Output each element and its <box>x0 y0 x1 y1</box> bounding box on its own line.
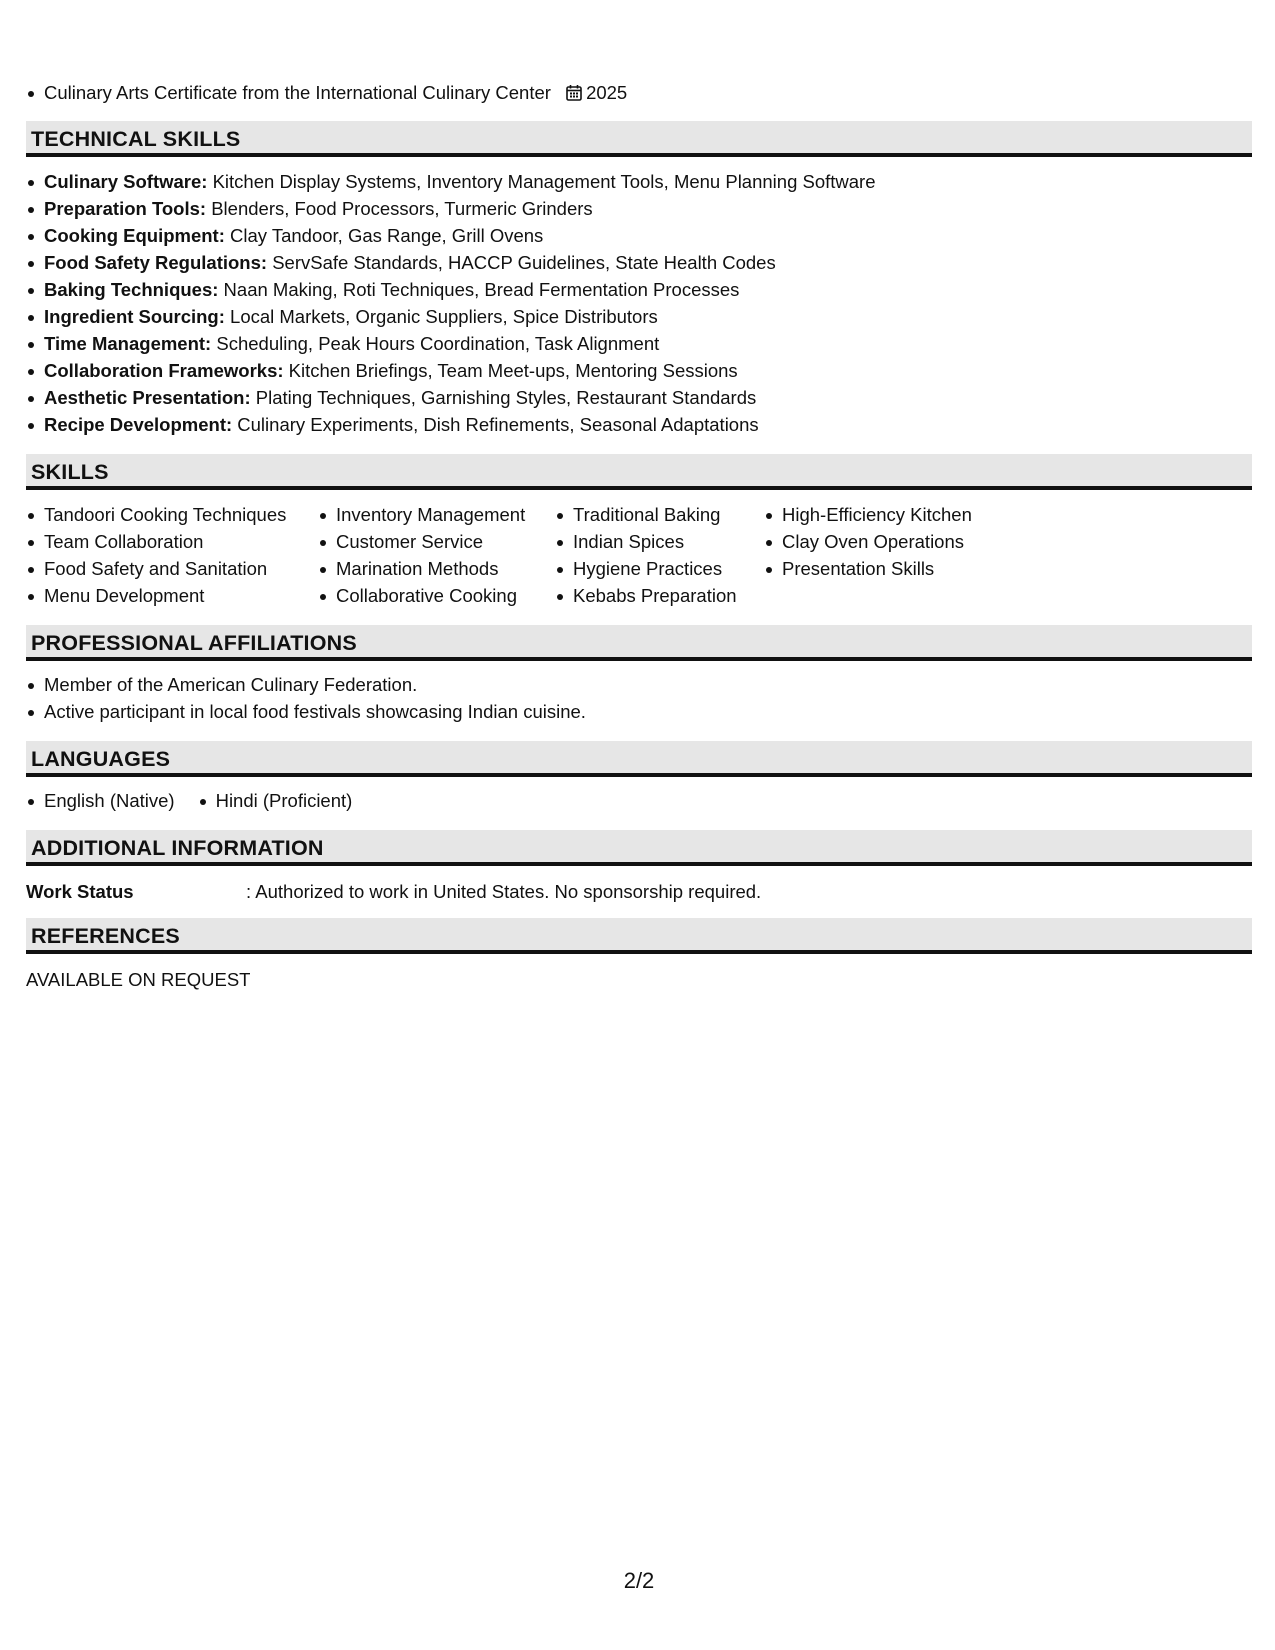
technical-skill-label: Collaboration Frameworks: <box>44 360 284 381</box>
technical-skills-header <box>26 121 1252 157</box>
education-year: 2025 <box>586 82 628 103</box>
technical-skill-item <box>26 249 876 276</box>
affiliation-item: Active participant in local food festivals showcasing Indian cuisine. <box>26 698 586 725</box>
skills-column <box>26 501 286 609</box>
technical-skill-item <box>26 357 876 384</box>
technical-skill-label: Ingredient Sourcing: <box>44 306 225 327</box>
technical-skill-label: Preparation Tools: <box>44 198 207 219</box>
references-header <box>26 918 1252 954</box>
work-status-label: Work Status <box>26 881 134 902</box>
skill-item: Clay Oven Operations <box>764 528 972 555</box>
references-text: AVAILABLE ON REQUEST <box>26 969 251 990</box>
skill-item: Indian Spices <box>555 528 737 555</box>
technical-skill-value: Blenders, Food Processors, Turmeric Grinders <box>211 198 593 219</box>
additional-information-header <box>26 830 1252 866</box>
technical-skill-item <box>26 330 876 357</box>
technical-skill-value: Culinary Experiments, Dish Refinements, Seasonal Adaptations <box>237 414 759 435</box>
languages-header <box>26 741 1252 777</box>
skill-item: Tandoori Cooking Techniques <box>26 501 286 528</box>
technical-skill-label: Cooking Equipment: <box>44 225 225 246</box>
technical-skill-label: Aesthetic Presentation: <box>44 387 251 408</box>
skills-header <box>26 454 1252 490</box>
language-item: English (Native) <box>26 787 175 814</box>
section-title: LANGUAGES <box>31 747 171 771</box>
skill-item: Team Collaboration <box>26 528 286 555</box>
technical-skill-value: Kitchen Briefings, Team Meet-ups, Mentoring Sessions <box>288 360 738 381</box>
technical-skill-label: Culinary Software: <box>44 171 208 192</box>
technical-skill-value: Kitchen Display Systems, Inventory Management Tools, Menu Planning Software <box>212 171 876 192</box>
skill-item: Menu Development <box>26 582 286 609</box>
resume-page <box>26 0 1252 1650</box>
section-title: ADDITIONAL INFORMATION <box>31 836 324 860</box>
languages-list <box>26 787 375 814</box>
section-title: SKILLS <box>31 460 109 484</box>
skill-item: Collaborative Cooking <box>318 582 525 609</box>
calendar-icon <box>566 81 582 108</box>
section-title: PROFESSIONAL AFFILIATIONS <box>31 631 357 655</box>
technical-skill-value: Plating Techniques, Garnishing Styles, Restaurant Standards <box>255 387 757 408</box>
skill-item: Marination Methods <box>318 555 525 582</box>
technical-skill-label: Food Safety Regulations: <box>44 252 268 273</box>
technical-skill-value: Naan Making, Roti Techniques, Bread Fermentation Processes <box>223 279 740 300</box>
technical-skill-label: Recipe Development: <box>44 414 233 435</box>
technical-skill-item <box>26 384 876 411</box>
skills-column <box>555 501 737 609</box>
technical-skill-value: ServSafe Standards, HACCP Guidelines, State Health Codes <box>272 252 776 273</box>
technical-skill-item <box>26 195 876 222</box>
education-item <box>26 79 627 108</box>
skill-item: Hygiene Practices <box>555 555 737 582</box>
technical-skill-item <box>26 303 876 330</box>
affiliations-list <box>26 671 586 725</box>
skills-column <box>764 501 972 582</box>
skill-item: Customer Service <box>318 528 525 555</box>
affiliation-item: Member of the American Culinary Federation. <box>26 671 586 698</box>
technical-skill-item <box>26 168 876 195</box>
section-title: REFERENCES <box>31 924 180 948</box>
skill-item: Presentation Skills <box>764 555 972 582</box>
work-status-value: : Authorized to work in United States. No sponsorship required. <box>246 881 762 902</box>
technical-skill-label: Baking Techniques: <box>44 279 219 300</box>
affiliations-header <box>26 625 1252 661</box>
technical-skill-item <box>26 222 876 249</box>
education-list <box>26 79 627 108</box>
technical-skill-value: Clay Tandoor, Gas Range, Grill Ovens <box>230 225 544 246</box>
technical-skills-list <box>26 168 876 438</box>
technical-skill-item <box>26 411 876 438</box>
skill-item: High-Efficiency Kitchen <box>764 501 972 528</box>
skill-item: Inventory Management <box>318 501 525 528</box>
education-item-text: Culinary Arts Certificate from the International Culinary Center <box>44 82 551 103</box>
technical-skill-value: Scheduling, Peak Hours Coordination, Task Alignment <box>216 333 660 354</box>
page-number: 2/2 <box>623 1568 655 1593</box>
skill-item: Traditional Baking <box>555 501 737 528</box>
technical-skill-label: Time Management: <box>44 333 212 354</box>
technical-skill-item <box>26 276 876 303</box>
section-title: TECHNICAL SKILLS <box>31 127 241 151</box>
language-item: Hindi (Proficient) <box>198 787 353 814</box>
technical-skill-value: Local Markets, Organic Suppliers, Spice Distributors <box>230 306 658 327</box>
skill-item: Kebabs Preparation <box>555 582 737 609</box>
skill-item: Food Safety and Sanitation <box>26 555 286 582</box>
skills-column <box>318 501 525 609</box>
